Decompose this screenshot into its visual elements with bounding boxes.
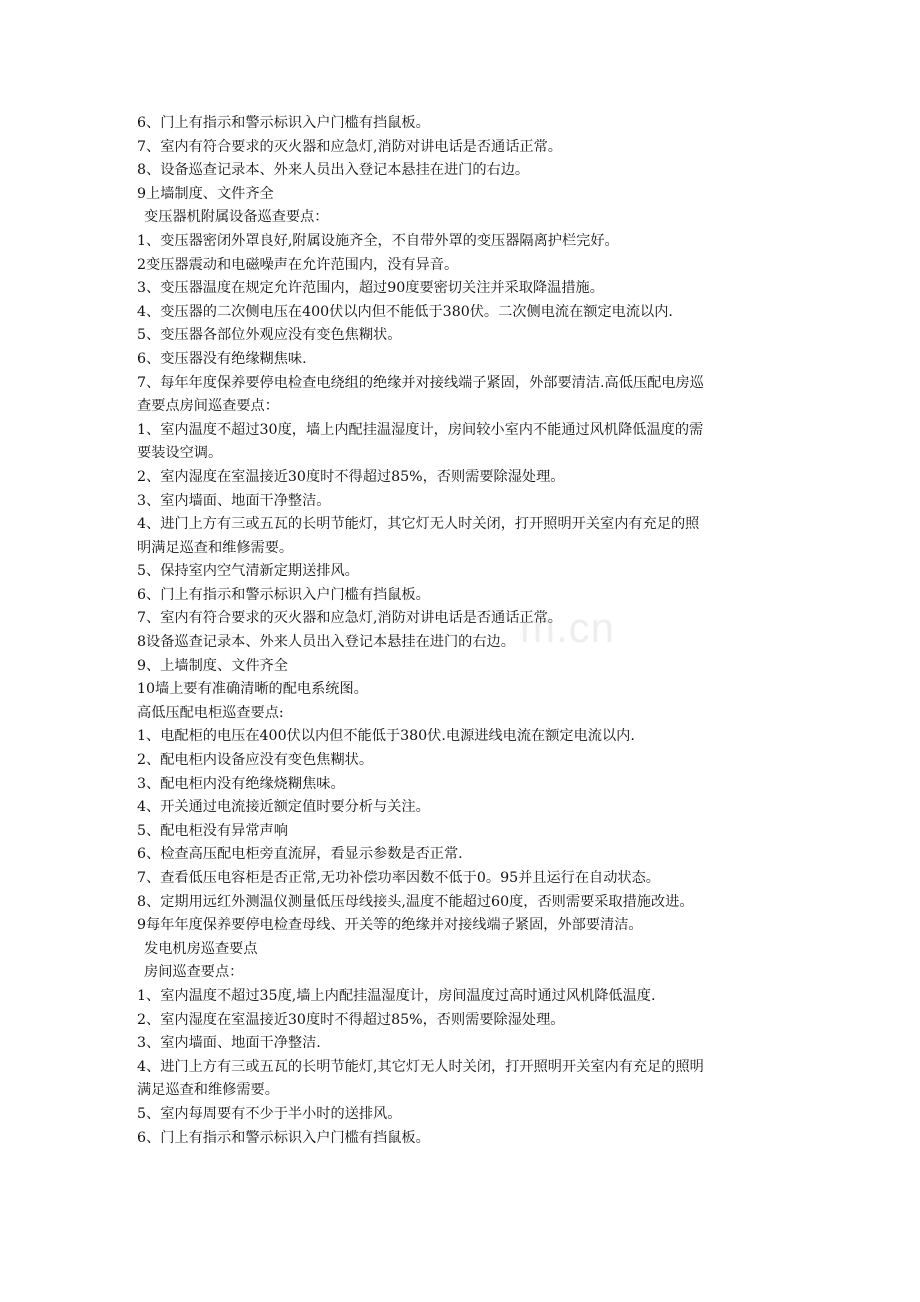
- document-line: 3、配电柜内没有绝缘烧糊焦味。: [137, 775, 345, 792]
- document-line: 5、室内每周要有不少于半小时的送排风。: [137, 1105, 402, 1122]
- document-line: 1、变压器密闭外罩良好,附属设施齐全，不自带外罩的变压器隔离护栏完好。: [137, 232, 619, 249]
- document-line: 8设备巡查记录本、外来人员出入登记本悬挂在进门的右边。: [137, 634, 515, 651]
- watermark: m.cn: [520, 604, 616, 651]
- document-line: 6、门上有指示和警示标识入户门槛有挡鼠板。: [137, 586, 430, 603]
- document-line: 1、室内温度不超过35度,墙上内配挂温湿度计，房间温度过高时通过风机降低温度.: [137, 987, 656, 1004]
- document-line: 3、室内墙面、地面干净整洁。: [137, 492, 331, 509]
- document-line: 8、定期用远红外测温仪测量低压母线接头,温度不能超过60度，否则需要采取措施改进。: [137, 893, 694, 910]
- document-line: 9上墙制度、文件齐全: [137, 185, 274, 202]
- document-line: 发电机房巡查要点: [144, 940, 258, 957]
- document-line: 6、变压器没有绝缘糊焦味.: [137, 350, 307, 367]
- document-line: 9每年年度保养要停电检查母线、开关等的绝缘并对接线端子紧固，外部要清洁。: [137, 917, 643, 934]
- document-line: 6、门上有指示和警示标识入户门槛有挡鼠板。: [137, 1129, 430, 1146]
- document-line: 变压器机附属设备巡查要点：: [144, 209, 329, 226]
- document-line: 2、室内湿度在室温接近30度时不得超过85%，否则需要除湿处理。: [137, 468, 565, 485]
- document-line: 4、进门上方有三或五瓦的长明节能灯，其它灯无人时关闭，打开照明开关室内有充足的照: [137, 516, 700, 533]
- document-line: 8、设备巡查记录本、外来人员出入登记本悬挂在进门的右边。: [137, 162, 530, 179]
- document-line: 2、室内湿度在室温接近30度时不得超过85%，否则需要除湿处理。: [137, 1011, 565, 1028]
- document-line: 6、检查高压配电柜旁直流屏，看显示参数是否正常.: [137, 846, 463, 863]
- document-line: 查要点房间巡查要点：: [137, 398, 279, 415]
- document-line: 1、电配柜的电压在400伏以内但不能低于380伏.电源进线电流在额定电流以内.: [137, 728, 635, 745]
- document-line: 6、门上有指示和警示标识入户门槛有挡鼠板。: [137, 115, 430, 131]
- document-line: 满足巡查和维修需要。: [137, 1082, 279, 1099]
- document-line: 7、室内有符合要求的灭火器和应急灯,消防对讲电话是否通话正常。: [137, 138, 562, 155]
- document-line: 7、查看低压电容柜是否正常,无功补偿功率因数不低于0。95并且运行在自动状态。: [137, 870, 660, 886]
- document-line: 2、配电柜内设备应没有变色焦糊状。: [137, 752, 374, 769]
- document-line: 要装设空调。: [137, 445, 223, 462]
- document-line: 4、开关通过电流接近额定值时要分析与关注。: [137, 799, 430, 816]
- document-line: 10墙上要有准确清晰的配电系统图。: [137, 681, 368, 698]
- document-body: [137, 112, 787, 1150]
- document-line: 高低压配电柜巡查要点:: [137, 704, 284, 721]
- document-line: 5、变压器各部位外观应没有变色焦糊状。: [137, 327, 402, 344]
- document-line: 1、室内温度不超过30度，墙上内配挂温湿度计，房间较小室内不能通过风机降低温度的需: [137, 421, 704, 438]
- document-line: 4、变压器的二次侧电压在400伏以内但不能低于380伏。二次侧电流在额定电流以内.: [137, 303, 673, 320]
- document-line: 2变压器震动和电磁噪声在允许范围内，没有异音。: [137, 256, 459, 273]
- document-line: 3、变压器温度在规定允许范围内，超过90度要密切关注并采取降温措施。: [137, 280, 604, 297]
- document-line: 3、室内墙面、地面干净整洁.: [137, 1035, 321, 1052]
- document-line: 7、室内有符合要求的灭火器和应急灯,消防对讲电话是否通话正常。: [137, 610, 562, 627]
- document-line: 5、配电柜没有异常声响: [137, 822, 288, 839]
- document-line: 明满足巡查和维修需要。: [137, 539, 294, 556]
- document-line: 房间巡查要点：: [144, 964, 244, 981]
- document-line: 7、每年年度保养要停电检查电绕组的绝缘并对接线端子紧固，外部要清洁.高低压配电房巡: [137, 374, 704, 391]
- document-line: 4、进门上方有三或五瓦的长明节能灯,其它灯无人时关闭，打开照明开关室内有充足的照明: [137, 1058, 704, 1075]
- document-line: 5、保持室内空气清新定期送排风。: [137, 563, 359, 580]
- document-line: 9、上墙制度、文件齐全: [137, 657, 288, 674]
